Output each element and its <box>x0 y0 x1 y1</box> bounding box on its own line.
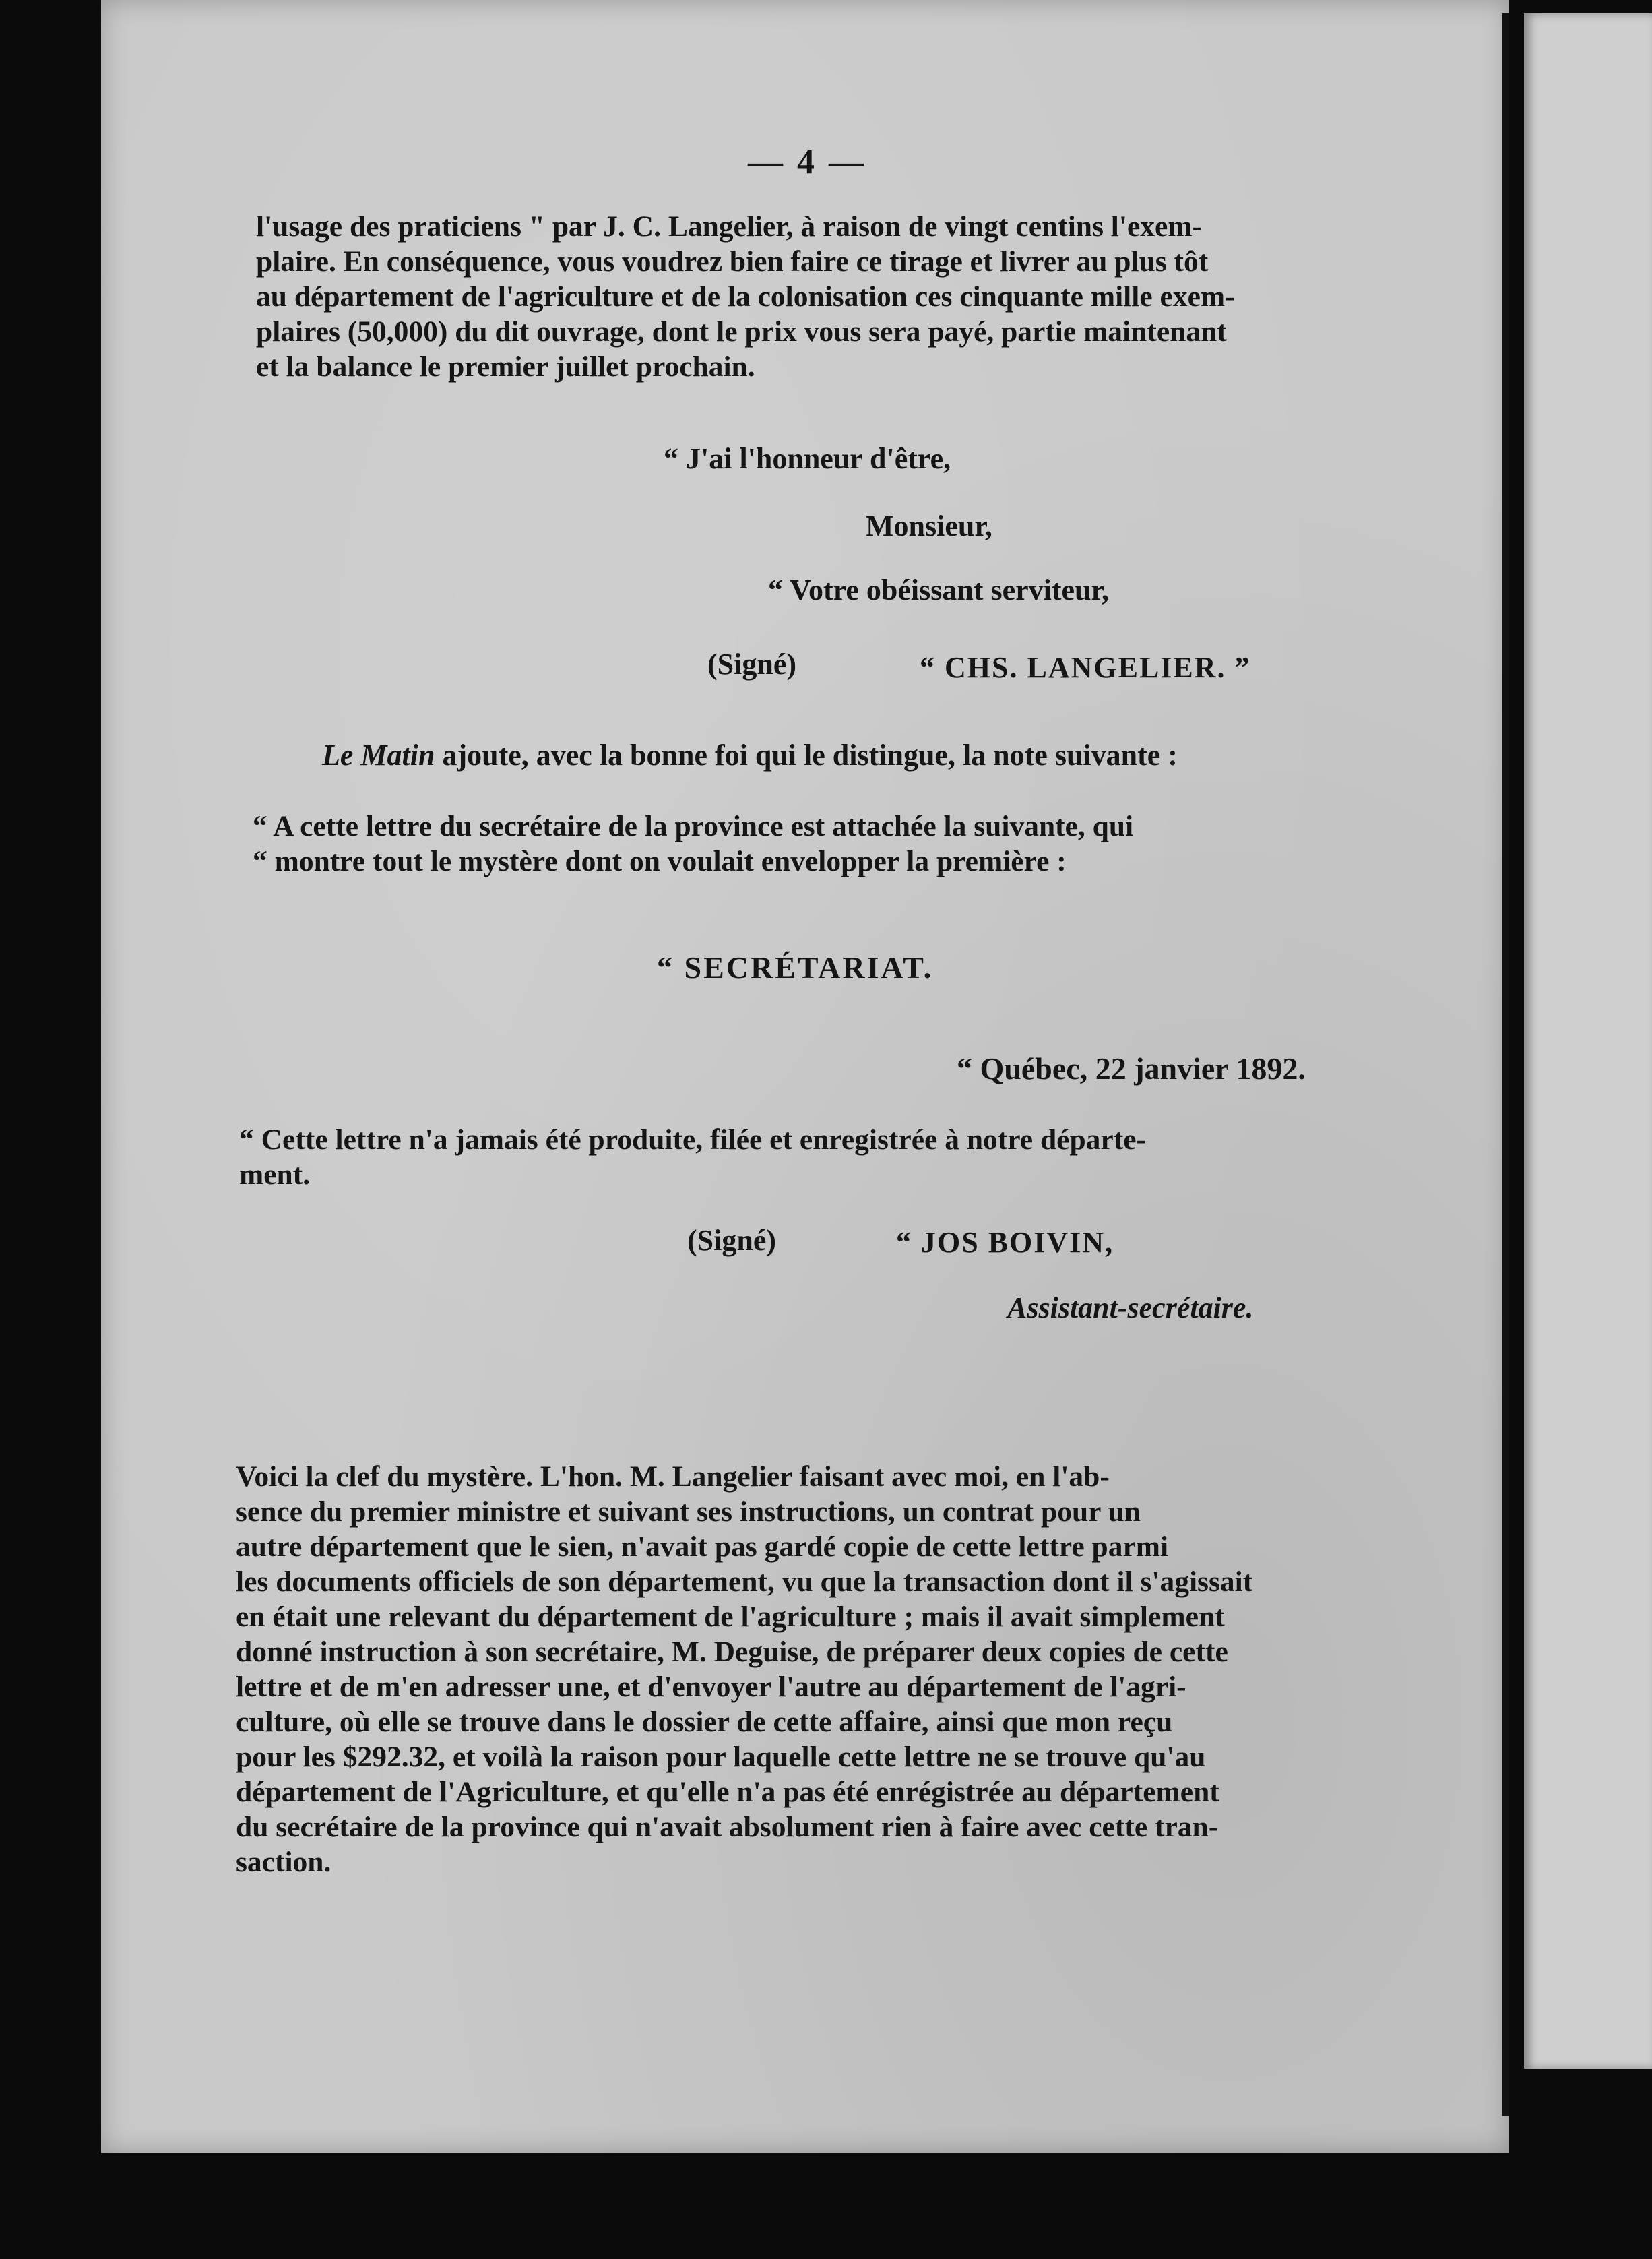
closing-salutation: “ J'ai l'honneur d'être, <box>664 442 951 475</box>
closing-address: Monsieur, <box>866 509 992 543</box>
signed-label: (Signé) <box>687 1224 776 1257</box>
paragraph-3 <box>239 1122 1351 1192</box>
paragraph-4 <box>236 1459 1347 1880</box>
signer-name: “ CHS. LANGELIER. ” <box>920 651 1251 684</box>
signer-title: Assistant-secrétaire. <box>1007 1291 1254 1324</box>
date-line: “ Québec, 22 janvier 1892. <box>957 1051 1306 1086</box>
text-line: autre département que le sien, n'avait pas gardé copie de cette lettre parmi <box>236 1530 1169 1563</box>
text-line: plaires (50,000) du dit ouvrage, dont le prix vous sera payé, partie maintenant <box>256 315 1227 348</box>
text-line: saction. <box>236 1846 331 1878</box>
text-line: Voici la clef du mystère. L'hon. M. Langelier faisant avec moi, en l'ab- <box>236 1460 1110 1493</box>
text-line: “ Cette lettre n'a jamais été produite, filée et enregistrée à notre départe- <box>239 1123 1147 1156</box>
text-line: lettre et de m'en adresser une, et d'envoyer l'autre au département de l'agri- <box>236 1671 1186 1703</box>
closing-servant: “ Votre obéissant serviteur, <box>768 574 1109 607</box>
text-line: “ A cette lettre du secrétaire de la province est attachée la suivante, qui <box>253 810 1134 842</box>
text-line: du secrétaire de la province qui n'avait absolument rien à faire avec cette tran- <box>236 1811 1219 1843</box>
intro-line <box>322 738 1178 773</box>
text-line: en était une relevant du département de l'agriculture ; mais il avait simplement <box>236 1601 1225 1633</box>
text-line: culture, où elle se trouve dans le dossier de cette affaire, ainsi que mon reçu <box>236 1706 1173 1738</box>
text-line: les documents officiels de son département, vu que la transaction dont il s'agissait <box>236 1566 1253 1598</box>
text-line: département de l'Agriculture, et qu'elle n'a pas été enrégistrée au département <box>236 1776 1219 1808</box>
text-line: sence du premier ministre et suivant ses instructions, un contrat pour un <box>236 1495 1141 1528</box>
text-line: ment. <box>239 1158 311 1191</box>
page-gutter <box>1502 13 1509 2116</box>
text-line: et la balance le premier juillet prochain. <box>256 350 755 383</box>
paragraph-2 <box>253 809 1351 879</box>
newspaper-name: Le Matin <box>322 739 435 772</box>
text-line: donné instruction à son secrétaire, M. Deguise, de préparer deux copies de cette <box>236 1636 1228 1668</box>
paragraph-1 <box>256 209 1361 384</box>
text-line: plaire. En conséquence, vous voudrez bien faire ce tirage et livrer au plus tôt <box>256 245 1209 278</box>
secretariat-heading: “ SECRÉTARIAT. <box>657 950 934 985</box>
text-line: l'usage des praticiens " par J. C. Langelier, à raison de vingt centins l'exem- <box>256 210 1203 243</box>
text-line: pour les $292.32, et voilà la raison pour laquelle cette lettre ne se trouve qu'au <box>236 1741 1206 1773</box>
adjacent-page-edge <box>1524 13 1652 2069</box>
intro-text: ajoute, avec la bonne foi qui le distingue, la note suivante : <box>435 739 1178 772</box>
page-number: — 4 — <box>748 143 866 181</box>
text-line: au département de l'agriculture et de la colonisation ces cinquante mille exem- <box>256 280 1235 313</box>
signed-label: (Signé) <box>707 648 796 681</box>
text-line: “ montre tout le mystère dont on voulait envelopper la première : <box>253 845 1067 877</box>
signer-name: “ JOS BOIVIN, <box>896 1226 1114 1259</box>
